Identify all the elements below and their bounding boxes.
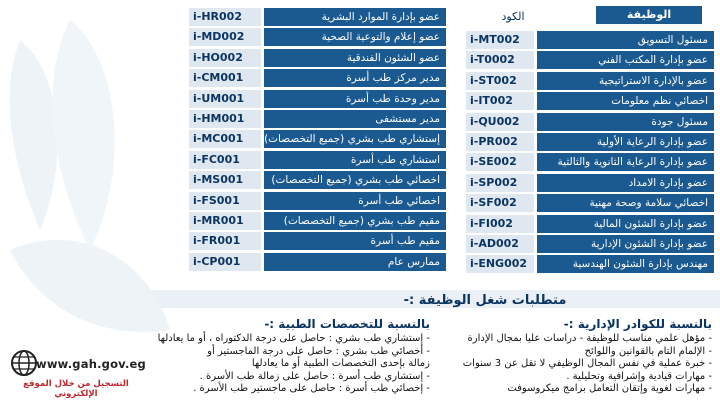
job-title: عضو الشئون الفندقية [264,49,446,67]
job-title: عضو بإدارة المكتب الفني [537,51,714,69]
list-item: - إستشاري طب أسرة : حاصل على زمالة طب الأسرة . [199,370,430,382]
list-item: زمالة بإحدى التخصصات الطبية أو ما يعادلها [251,358,430,369]
job-code: i-HO002 [189,49,261,67]
registration-note: التسجيل من خلال الموقع الإلكتروني [23,379,129,399]
table-row [189,110,446,128]
job-title: عضو بإدارة الشئون الإدارية [537,235,714,253]
job-code: i-AD002 [466,235,534,253]
list-item: - الإلمام التام بالقوانين واللوائح [584,345,712,357]
job-code: i-HM001 [189,110,261,128]
table-row [466,215,714,233]
job-title: اخصائي طب أسرة [264,192,446,210]
job-code: i-MT002 [466,31,534,49]
table-row [466,255,714,273]
job-title: مسئول التسويق [537,31,714,49]
job-title: إستشاري طب بشري (جميع التخصصات) [264,130,446,148]
job-code: i-PR002 [466,133,534,151]
table-row [466,133,714,151]
table-row [189,192,446,210]
table-row [189,151,446,169]
table-row [466,194,714,212]
job-title: عضو بالإدارة الاستراتيجية [537,72,714,90]
job-code: i-T0002 [466,51,534,69]
job-title: مهندس بإدارة الشئون الهندسية [537,255,714,273]
table-row [189,8,446,26]
list-item: - مهارات لغوية وإتقان التعامل برامج ميكروسوفت [507,383,712,394]
job-title: مقيم طب بشري (جميع التخصصات) [264,212,446,230]
job-code: i-SF002 [466,194,534,212]
job-title: اخصائي نظم معلومات [537,92,714,110]
job-code: i-MR001 [189,212,261,230]
table-row [466,174,714,192]
table-row [189,212,446,230]
job-code: i-MC001 [189,130,261,148]
job-title: مدير مستشفى [264,110,446,128]
table-row [189,130,446,148]
medical-requirements-heading: بالنسبة للتخصصات الطبية :- [264,317,430,331]
job-code: i-CP001 [189,253,261,271]
table-row [466,235,714,253]
admin-requirements-heading: بالنسبة للكوادر الإدارية :- [563,317,712,331]
job-title: اخصائي طب بشري (جميع التخصصات) [264,171,446,189]
list-item: - مؤهل علمي مناسب للوظيفة - دراسات عليا بمجال الإدارة [467,333,712,344]
job-title: عضو بإدارة الموارد البشرية [264,8,446,26]
job-code: i-FS001 [189,192,261,210]
table-row [466,31,714,49]
table-row [189,171,446,189]
job-title: عضو بإدارة الرعاية الثانوية والثالثية [537,153,714,171]
job-code: i-IT002 [466,92,534,110]
job-code: i-FR001 [189,232,261,250]
list-item: - خبرة عملية في نفس المجال الوظيفي لا تقل عن 3 سنوات [462,358,712,369]
job-code: i-ST002 [466,72,534,90]
list-item: - أخصائي طب بشري : حاصل على درجة الماجستير أو [207,345,430,357]
job-code: i-FI002 [466,215,534,233]
website-url-link[interactable]: www.gah.gov.eg [36,357,146,371]
job-code: i-HR002 [189,8,261,26]
list-item: - إخصائي طب أسرة : حاصل على ماجستير طب الأسرة . [193,383,430,394]
job-code: i-SE002 [466,153,534,171]
table-row [466,72,714,90]
table-row [466,153,714,171]
medical-requirements-list [158,333,430,396]
job-title: عضو بإدارة الرعاية الأولية [537,133,714,151]
job-code: i-MD002 [189,28,261,46]
job-title: عضو إعلام والتوعية الصحية [264,28,446,46]
job-code: i-ENG002 [466,255,534,273]
globe-icon [10,349,38,377]
job-code: i-QU002 [466,113,534,131]
table-row [466,92,714,110]
table-row [189,253,446,271]
list-item: - مهارات قيادية وإشرافية وتحليلية . [566,370,712,382]
job-title: ممارس عام [264,253,446,271]
admin-requirements-list [463,333,712,396]
job-title: اخصائي سلامة وصحة مهنية [537,194,714,212]
code-header: الكود [501,10,525,23]
job-code: i-FC001 [189,151,261,169]
table-row [189,232,446,250]
job-header: الوظيفة [596,6,702,24]
table-row [466,51,714,69]
job-code: i-SP002 [466,174,534,192]
job-code: i-MS001 [189,171,261,189]
job-title: مقيم طب أسرة [264,232,446,250]
job-title: استشاري طب أسرة [264,151,446,169]
table-row [189,90,446,108]
job-title: مدير مركز طب أسرة [264,69,446,87]
job-title: مسئول جودة [537,113,714,131]
requirements-title: متطلبات شغل الوظيفة :- [403,293,567,308]
table-row [189,69,446,87]
table-row [466,113,714,131]
list-item: - إستشاري طب بشري : حاصل على درجة الدكتوراه ، أو ما يعادلها [157,333,430,344]
table-row [189,49,446,67]
job-title: عضو بإدارة الامداد [537,174,714,192]
table-row [189,28,446,46]
job-title: عضو بإدارة الشئون المالية [537,215,714,233]
website-block [8,349,144,397]
job-code: i-UM001 [189,90,261,108]
job-code: i-CM001 [189,69,261,87]
job-title: مدير وحدة طب أسرة [264,90,446,108]
